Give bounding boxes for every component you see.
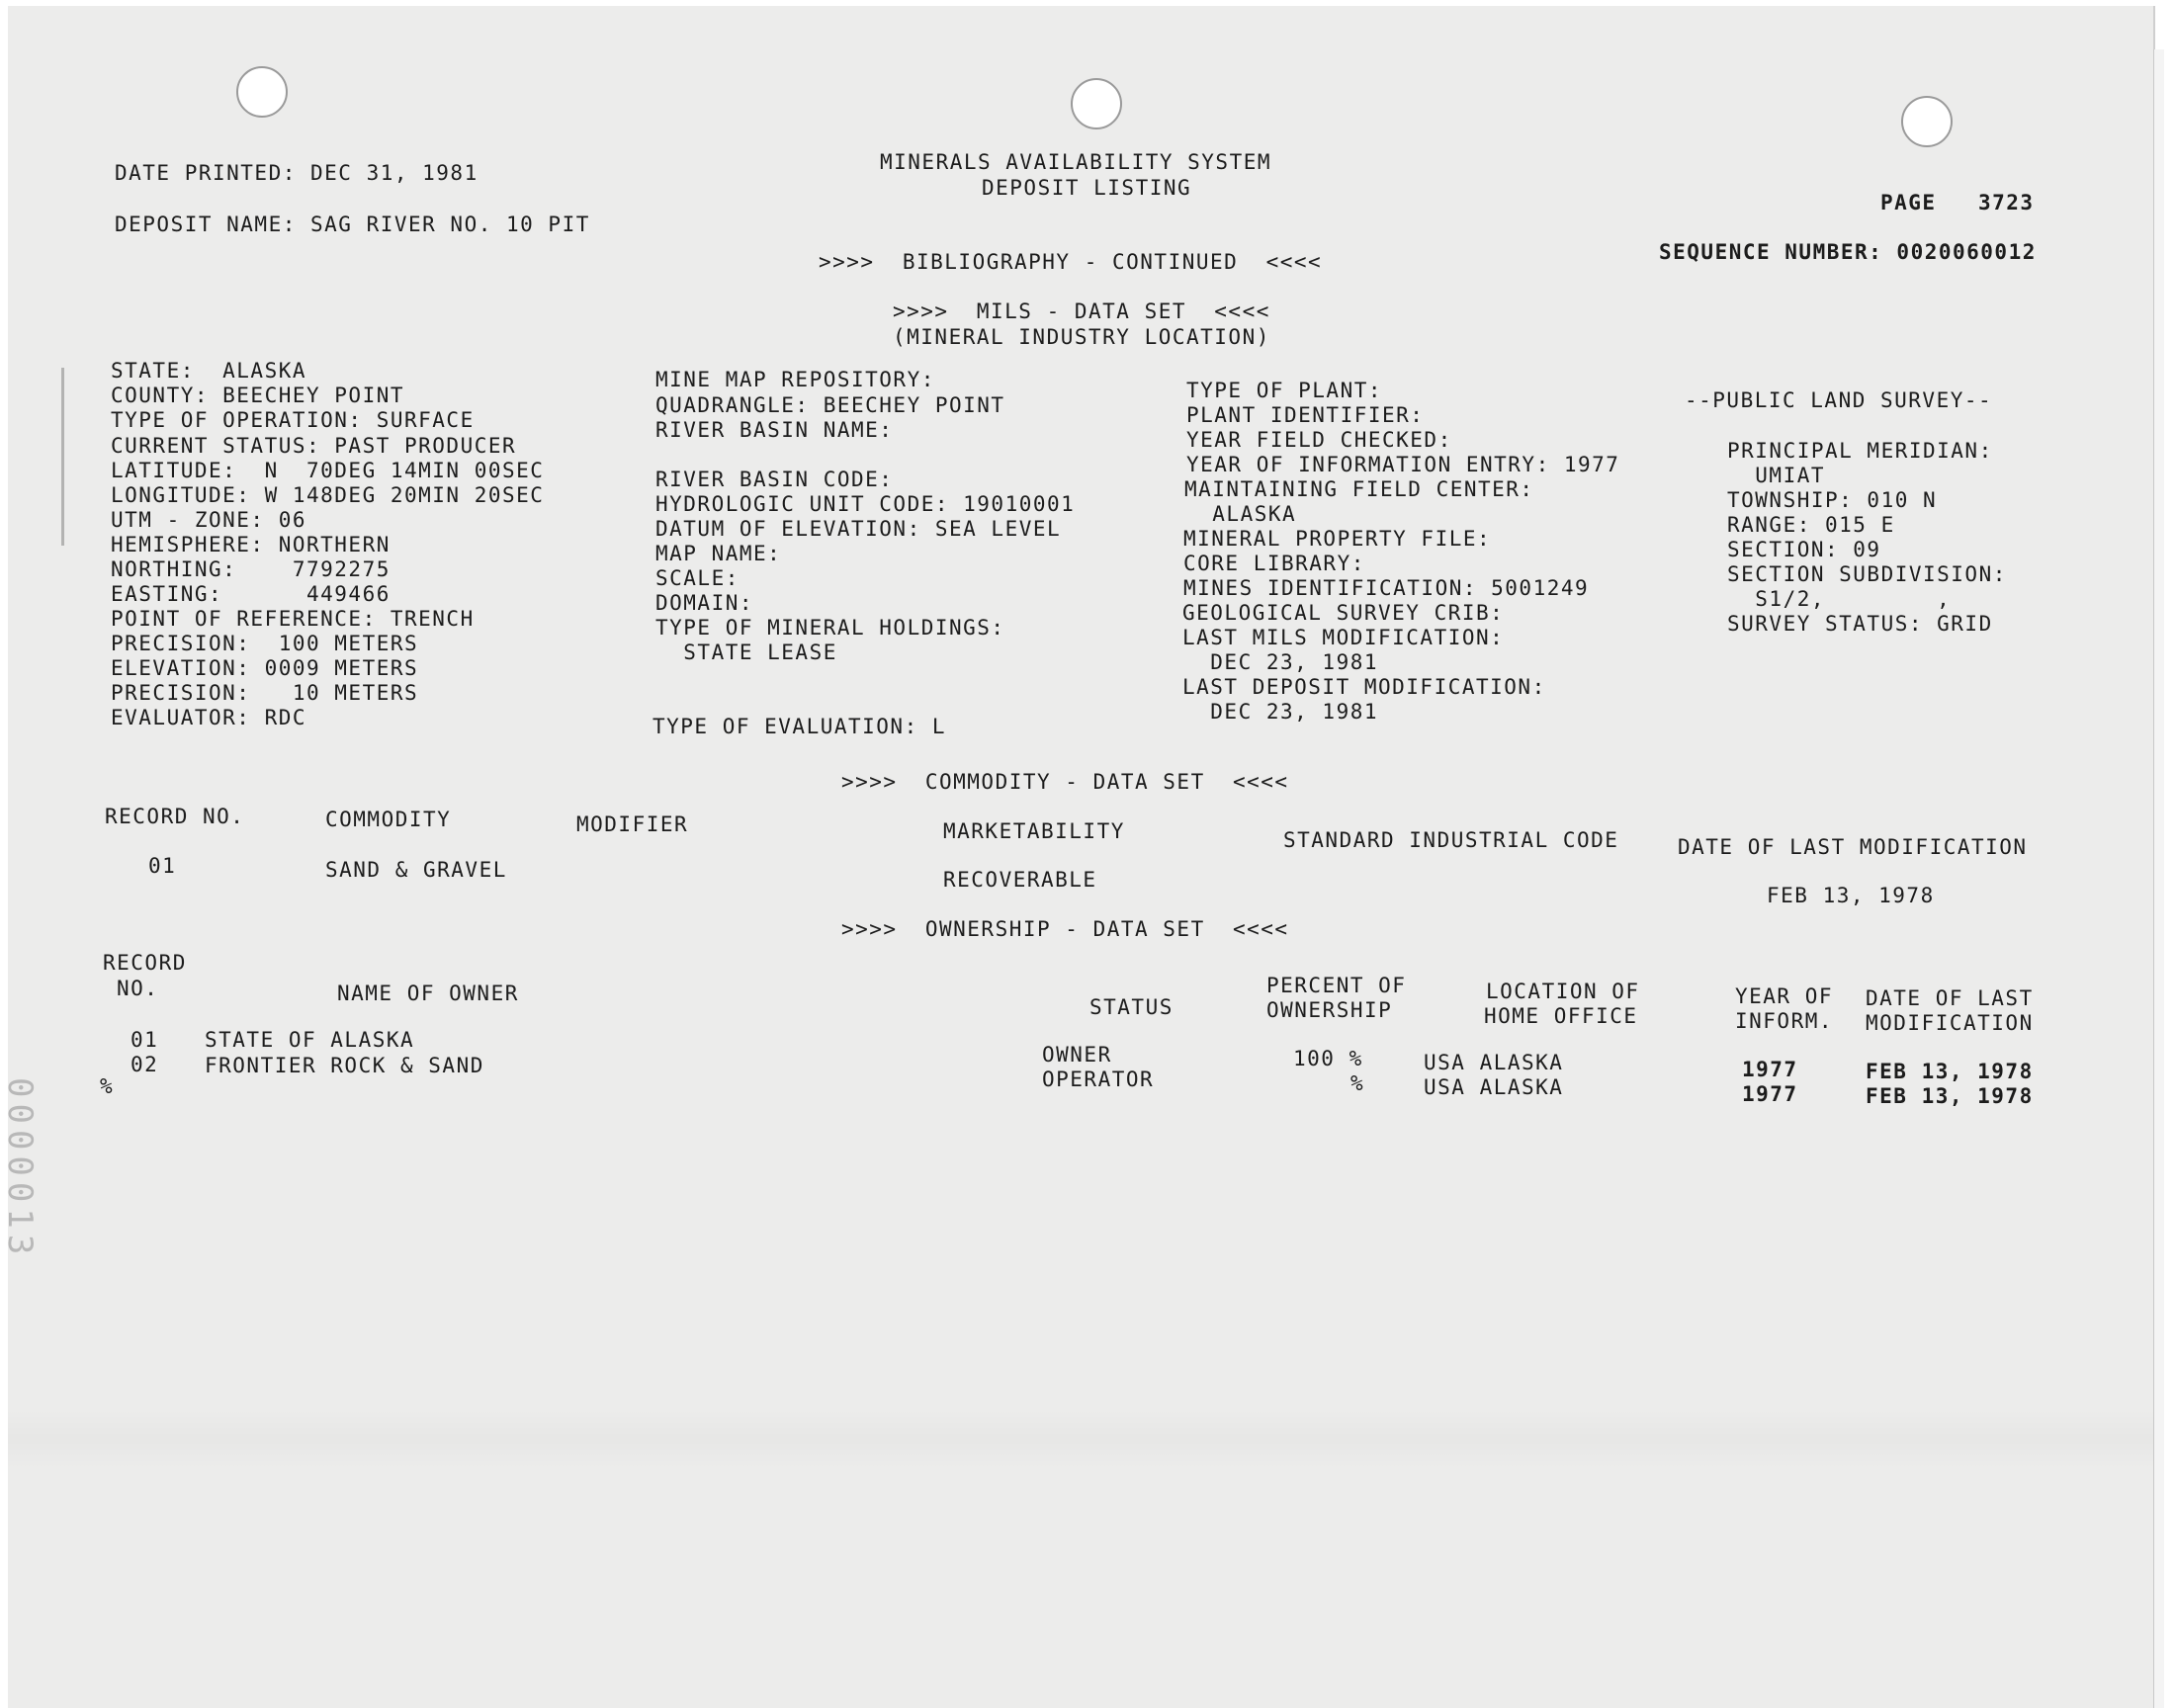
ownership-header-status: STATUS xyxy=(1089,995,1174,1019)
mils-river-basin-code: RIVER BASIN CODE: xyxy=(655,468,894,491)
mils-quadrangle: QUADRANGLE: BEECHEY POINT xyxy=(655,393,1005,417)
mils-state: STATE: ALASKA xyxy=(111,359,307,383)
commodity-header-last-mod: DATE OF LAST MODIFICATION xyxy=(1678,835,2028,859)
ownership-header-date-2: MODIFICATION xyxy=(1866,1011,2034,1035)
listing-title: DEPOSIT LISTING xyxy=(982,176,1192,200)
owner-2-location: USA ALASKA xyxy=(1424,1075,1564,1099)
ownership-header-record: RECORD xyxy=(103,951,187,975)
mils-last-mils-mod-date: DEC 23, 1981 xyxy=(1182,650,1379,674)
system-title: MINERALS AVAILABILITY SYSTEM xyxy=(880,150,1272,174)
mils-last-deposit-mod: LAST DEPOSIT MODIFICATION: xyxy=(1182,675,1546,699)
owner-2-no: 02 xyxy=(130,1053,159,1076)
pls-section-subdivision: SECTION SUBDIVISION: xyxy=(1727,562,2007,586)
owner-1-year: 1977 xyxy=(1742,1058,1798,1081)
mils-field-center-value: ALASKA xyxy=(1184,502,1297,526)
mils-northing: NORTHING: 7792275 xyxy=(111,557,391,581)
commodity-header-sic: STANDARD INDUSTRIAL CODE xyxy=(1283,828,1619,852)
commodity-header-modifier: MODIFIER xyxy=(576,812,689,836)
mils-mineral-holdings-value: STATE LEASE xyxy=(655,640,837,664)
mils-datum-of-elevation: DATUM OF ELEVATION: SEA LEVEL xyxy=(655,517,1062,541)
mils-county: COUNTY: BEECHEY POINT xyxy=(111,384,405,407)
ownership-footnote: % xyxy=(100,1074,115,1098)
mils-type-of-evaluation: TYPE OF EVALUATION: L xyxy=(652,715,947,738)
mils-survey-crib: GEOLOGICAL SURVEY CRIB: xyxy=(1182,601,1505,625)
ownership-header-percent-2: OWNERSHIP xyxy=(1266,998,1393,1022)
mils-field-center: MAINTAINING FIELD CENTER: xyxy=(1184,477,1534,501)
mils-utm-zone: UTM - ZONE: 06 xyxy=(111,508,307,532)
pls-principal-meridian: PRINCIPAL MERIDIAN: xyxy=(1727,439,1993,463)
pls-survey-status: SURVEY STATUS: GRID xyxy=(1727,612,1993,636)
deposit-name: DEPOSIT NAME: SAG RIVER NO. 10 PIT xyxy=(115,213,590,236)
commodity-name: SAND & GRAVEL xyxy=(325,858,507,882)
pls-section-subdivision-value: S1/2, , xyxy=(1727,587,1952,611)
mils-subheading: (MINERAL INDUSTRY LOCATION) xyxy=(893,325,1270,349)
mils-point-of-reference: POINT OF REFERENCE: TRENCH xyxy=(111,607,475,631)
mils-heading: >>>> MILS - DATA SET <<<< xyxy=(893,299,1270,323)
mils-year-field-checked: YEAR FIELD CHECKED: xyxy=(1186,428,1452,452)
mils-operation-type: TYPE OF OPERATION: SURFACE xyxy=(111,408,475,432)
mils-year-info-entry: YEAR OF INFORMATION ENTRY: 1977 xyxy=(1186,453,1620,476)
ownership-header-year-1: YEAR OF xyxy=(1735,984,1834,1008)
pls-range: RANGE: 015 E xyxy=(1727,513,1895,537)
mils-latitude: LATITUDE: N 70DEG 14MIN 00SEC xyxy=(111,459,545,482)
mils-hydrologic-unit-code: HYDROLOGIC UNIT CODE: 19010001 xyxy=(655,492,1076,516)
sequence-number: SEQUENCE NUMBER: 0020060012 xyxy=(1659,240,2037,264)
mils-precision-1: PRECISION: 100 METERS xyxy=(111,632,419,655)
mils-hemisphere: HEMISPHERE: NORTHERN xyxy=(111,533,391,556)
mils-last-mils-mod: LAST MILS MODIFICATION: xyxy=(1182,626,1505,649)
commodity-header-marketability: MARKETABILITY xyxy=(943,819,1125,843)
commodity-header-record-no: RECORD NO. xyxy=(105,805,245,828)
bibliography-heading: >>>> BIBLIOGRAPHY - CONTINUED <<<< xyxy=(819,250,1323,274)
pls-township: TOWNSHIP: 010 N xyxy=(1727,488,1938,512)
commodity-header-commodity: COMMODITY xyxy=(325,808,452,831)
owner-1-name: STATE OF ALASKA xyxy=(205,1028,415,1052)
mils-easting: EASTING: 449466 xyxy=(111,582,391,606)
page-number: PAGE 3723 xyxy=(1880,191,2035,214)
owner-1-status: OWNER xyxy=(1042,1043,1112,1067)
mils-property-file: MINERAL PROPERTY FILE: xyxy=(1183,527,1492,551)
side-stamp: 0000013 xyxy=(0,1077,40,1261)
owner-2-year: 1977 xyxy=(1742,1082,1798,1106)
mils-map-name: MAP NAME: xyxy=(655,542,782,565)
mils-elevation: ELEVATION: 0009 METERS xyxy=(111,656,419,680)
commodity-heading: >>>> COMMODITY - DATA SET <<<< xyxy=(841,770,1289,794)
owner-2-percent: % xyxy=(1350,1071,1365,1095)
mils-river-basin-name: RIVER BASIN NAME: xyxy=(655,418,894,442)
ownership-header-name: NAME OF OWNER xyxy=(337,982,519,1005)
ownership-header-percent-1: PERCENT OF xyxy=(1266,974,1407,997)
owner-2-name: FRONTIER ROCK & SAND xyxy=(205,1054,484,1077)
public-land-survey-title: --PUBLIC LAND SURVEY-- xyxy=(1685,388,1993,412)
mils-core-library: CORE LIBRARY: xyxy=(1183,552,1365,575)
mils-longitude: LONGITUDE: W 148DEG 20MIN 20SEC xyxy=(111,483,545,507)
mils-precision-2: PRECISION: 10 METERS xyxy=(111,681,419,705)
pls-section: SECTION: 09 xyxy=(1727,538,1881,561)
scan-shading xyxy=(8,1409,2153,1469)
ownership-header-no: NO. xyxy=(117,977,159,1000)
ownership-header-location-1: LOCATION OF xyxy=(1486,980,1640,1003)
mils-type-of-plant: TYPE OF PLANT: xyxy=(1186,379,1383,402)
ownership-header-year-2: INFORM. xyxy=(1735,1009,1834,1033)
mils-plant-identifier: PLANT IDENTIFIER: xyxy=(1186,403,1425,427)
mils-mine-map-repository: MINE MAP REPOSITORY: xyxy=(655,368,935,391)
punch-hole-right xyxy=(1901,96,1953,147)
mils-last-deposit-mod-date: DEC 23, 1981 xyxy=(1182,700,1379,724)
mils-evaluator: EVALUATOR: RDC xyxy=(111,706,307,729)
commodity-record-no: 01 xyxy=(148,854,177,878)
mils-mineral-holdings: TYPE OF MINERAL HOLDINGS: xyxy=(655,616,1005,640)
pls-principal-meridian-value: UMIAT xyxy=(1727,464,1826,487)
mils-mines-identification: MINES IDENTIFICATION: 5001249 xyxy=(1183,576,1590,600)
punch-hole-left xyxy=(236,66,288,118)
ownership-heading: >>>> OWNERSHIP - DATA SET <<<< xyxy=(841,917,1289,941)
owner-1-no: 01 xyxy=(130,1028,159,1052)
owner-1-date: FEB 13, 1978 xyxy=(1866,1060,2034,1083)
punch-hole-center xyxy=(1071,78,1122,129)
ownership-header-date-1: DATE OF LAST xyxy=(1866,986,2034,1010)
mils-current-status: CURRENT STATUS: PAST PRODUCER xyxy=(111,434,517,458)
owner-2-status: OPERATOR xyxy=(1042,1068,1155,1091)
commodity-last-mod: FEB 13, 1978 xyxy=(1767,884,1935,907)
date-printed: DATE PRINTED: DEC 31, 1981 xyxy=(115,161,478,185)
owner-2-date: FEB 13, 1978 xyxy=(1866,1084,2034,1108)
mils-scale: SCALE: xyxy=(655,566,740,590)
sheet-edge xyxy=(2153,49,2164,1708)
commodity-marketability: RECOVERABLE xyxy=(943,868,1097,892)
owner-1-percent: 100 % xyxy=(1293,1047,1363,1070)
owner-1-location: USA ALASKA xyxy=(1424,1051,1564,1074)
ownership-header-location-2: HOME OFFICE xyxy=(1484,1004,1638,1028)
mils-domain: DOMAIN: xyxy=(655,591,754,615)
